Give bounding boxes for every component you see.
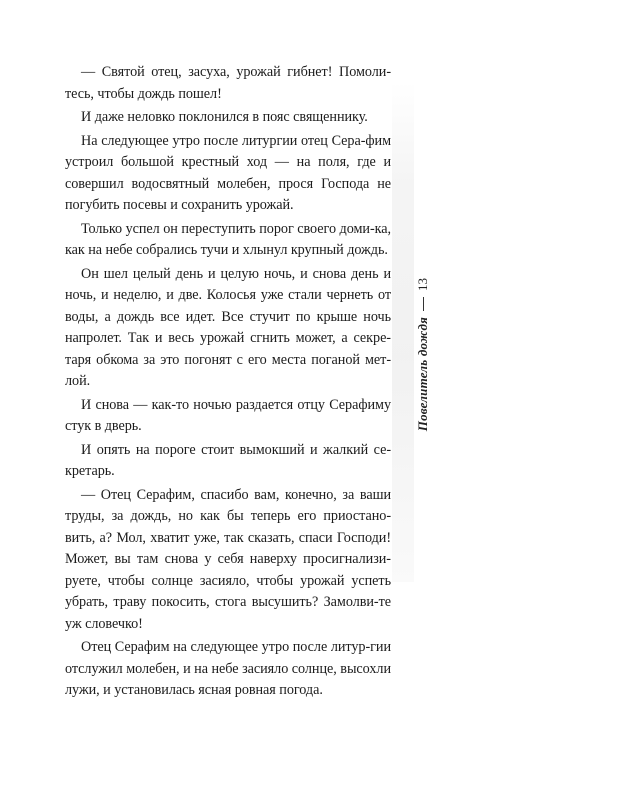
paragraph-9: Отец Серафим на следующее утро после литур-гии отслужил молебен, и на небе засияло солнце, высохли лужи, и установилась ясная ровная погода. — [65, 639, 391, 698]
paragraph-4: Только успел он переступить порог своего доми-ка, как на небе собрались тучи и хлынул крупный дождь. — [65, 220, 391, 258]
bleed-through-shadow — [392, 82, 414, 582]
paragraph-8: — Отец Серафим, спасибо вам, конечно, за ваши труды, за дождь, но как бы теперь его приостано-вить, а? Мол, хватит уже, так сказать, спаси Господи! Может, вы там снова у себя наверху просигнализи-руете, чтобы солнце засияло, чтобы урожай успеть убрать, траву покосить, стога высушить? Замолви-те уж словечко! — [65, 486, 391, 632]
body-text — [65, 62, 391, 702]
paragraph-6: И снова — как-то ночью раздается отцу Серафиму стук в дверь. — [65, 396, 391, 434]
running-head — [412, 278, 434, 528]
paragraph-1: — Святой отец, засуха, урожай гибнет! Помоли-тесь, чтобы дождь пошел! — [65, 64, 391, 102]
paragraph-7: И опять на пороге стоит вымокший и жалкий се-кретарь. — [65, 441, 391, 479]
paragraph-3: На следующее утро после литургии отец Сера-фим устроил большой крестный ход — на поля, где и совершил водосвятный молебен, прося Господа не погубить посевы и сохранить урожай. — [65, 132, 391, 213]
page-number: 13 — [415, 278, 430, 291]
paragraph-2: И даже неловко поклонился в пояс священнику. — [81, 109, 368, 125]
running-head-title: Повелитель дождя — [415, 317, 430, 432]
running-head-divider — [423, 297, 424, 311]
paragraph-5: Он шел целый день и целую ночь, и снова день и ночь, и неделю, и две. Колосья уже стали чернеть от воды, а дождь все идет. Все стучит по крыше ночь напролет. Так и весь урожай сгнить может, а секре-таря обкома за это погонят с его места поганой мет-лой. — [65, 265, 391, 389]
